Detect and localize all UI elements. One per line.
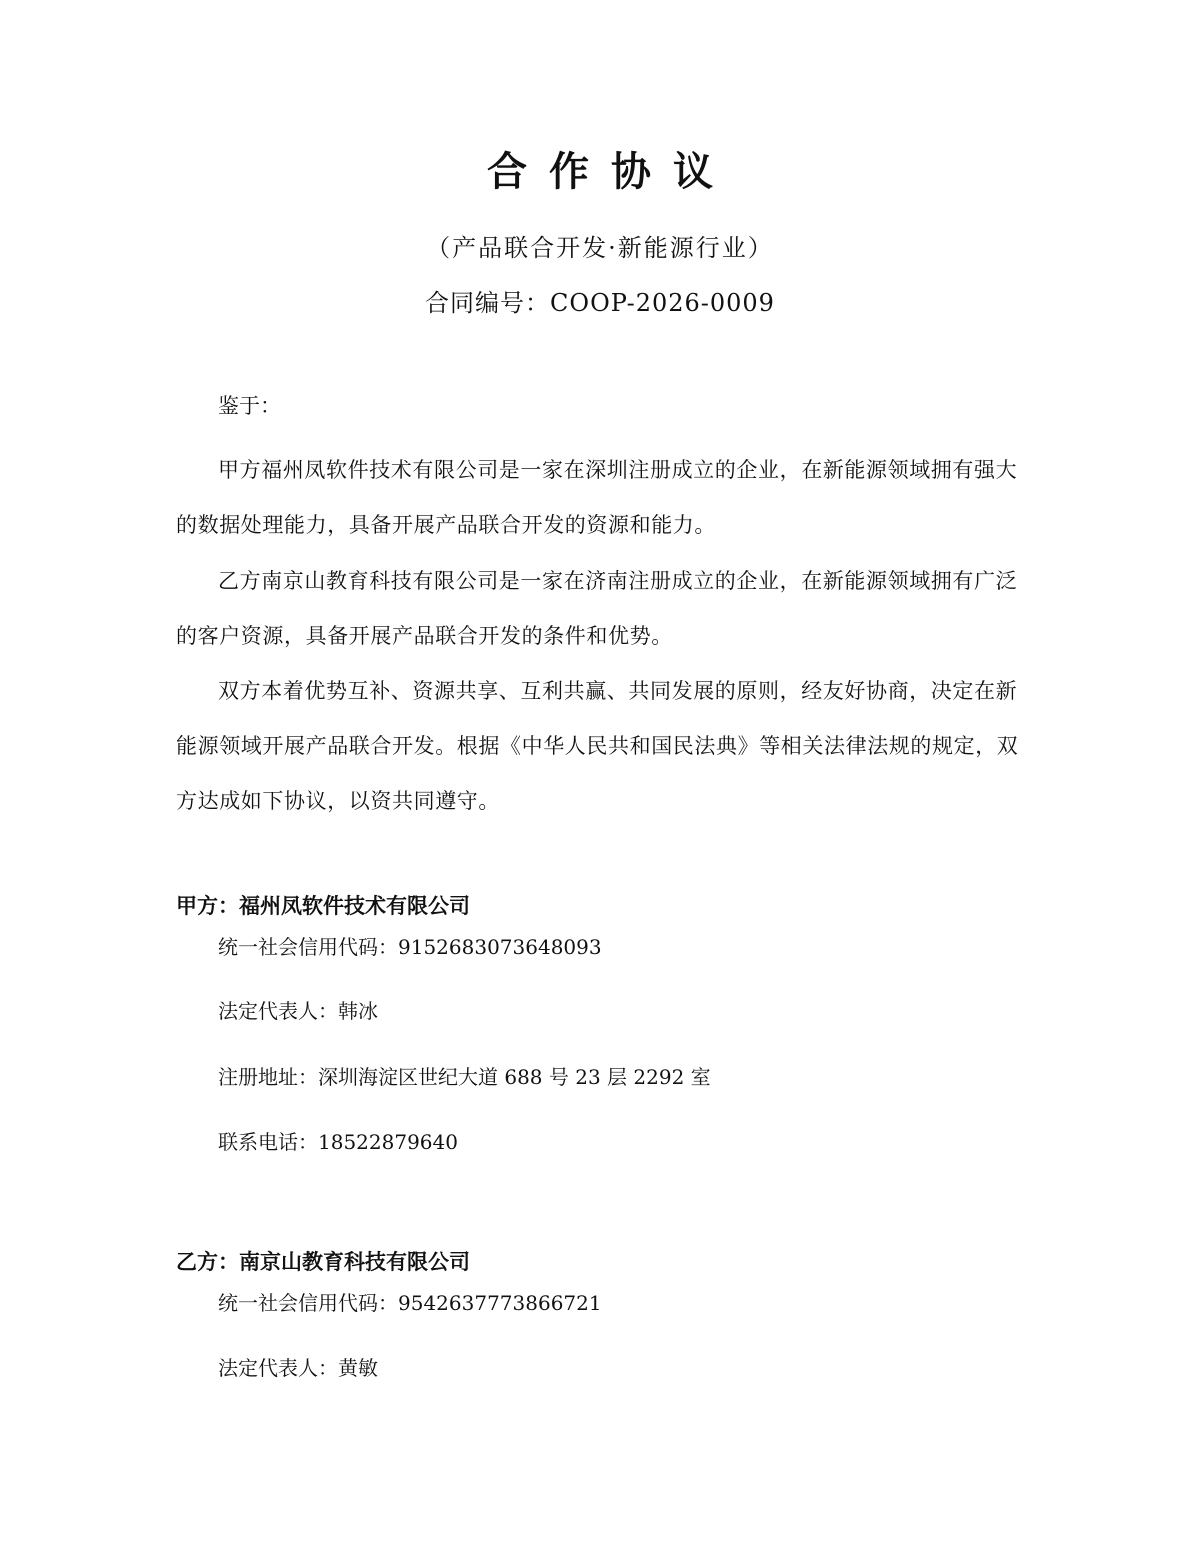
contract-number: 合同编号：COOP-2026-0009	[425, 289, 775, 317]
party-b-credit-code: 统一社会信用代码：9542637773866721	[218, 1291, 602, 1315]
party-b-header: 乙方：南京山教育科技有限公司	[176, 1250, 470, 1274]
party-a-phone: 联系电话：18522879640	[218, 1130, 458, 1154]
party-a-header: 甲方：福州凤软件技术有限公司	[176, 894, 470, 918]
party-a-credit-code: 统一社会信用代码：9152683073648093	[218, 935, 602, 959]
recital-paragraph-party-b: 乙方南京山教育科技有限公司是一家在济南注册成立的企业，在新能源领域拥有广泛的客户资源，具备开展产品联合开发的条件和优势。	[176, 569, 1018, 648]
document-subtitle: （产品联合开发·新能源行业）	[426, 234, 774, 262]
recital-paragraph-agreement: 双方本着优势互补、资源共享、互利共赢、共同发展的原则，经友好协商，决定在新能源领域开展产品联合开发。根据《中华人民共和国民法典》等相关法律法规的规定，双方达成如下协议，以资共同遵守。	[176, 679, 1019, 813]
recital-paragraph-party-a: 甲方福州凤软件技术有限公司是一家在深圳注册成立的企业，在新能源领域拥有强大的数据处理能力，具备开展产品联合开发的资源和能力。	[176, 458, 1018, 537]
recitals-label: 鉴于：	[218, 394, 281, 418]
party-b-legal-rep: 法定代表人：黄敏	[218, 1356, 378, 1380]
party-a-address: 注册地址：深圳海淀区世纪大道 688 号 23 层 2292 室	[218, 1065, 711, 1089]
party-a-legal-rep: 法定代表人：韩冰	[218, 999, 378, 1023]
document-title: 合作协议	[487, 149, 735, 195]
